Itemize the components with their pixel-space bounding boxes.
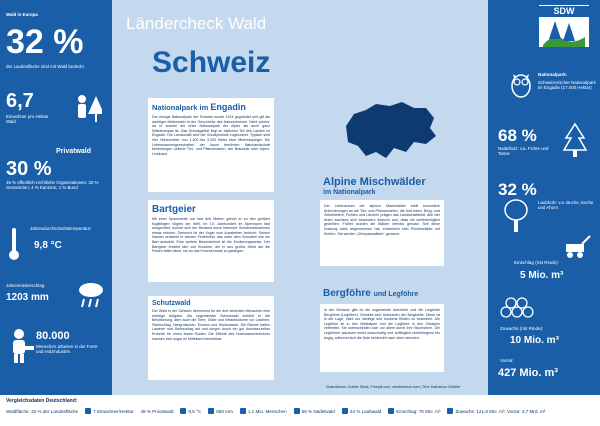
zuwachs-value: 10 Mio. m³ [510, 335, 559, 346]
engadin-text: Der einzige Nationalpark der Schweiz wurde 1914 gegründet und gilt als wichtiger Meilenstein in der Geschichte des Naturschutzes. Nicht zuletzt, da er sowohl der erste Nationalpark der Alpen als auch ganz Mitteleuropas ist. Das Schutzgebiet liegt im östlichen Teil des Landes im Engadin. Die Landschaft wird der Subalpinstufe zugeordnet. Typisch sind hier Höhenmeter von 1.400 bis 3.200 Meter über Meeresspiegel. Die Lebensraumeigenschaften der kaum berührten Naturlandschaft beherbergen seltene Tier- und Pflanzenarten, wie Braunbär oder Alpen-Leinkraut. [152, 115, 270, 156]
left-stats-column [0, 0, 112, 395]
harvester-icon [388, 408, 394, 414]
menschen-value: 80.000 [36, 330, 70, 342]
footer-item [85, 408, 133, 414]
bergfoehre-card [320, 304, 444, 372]
right-stats-column [488, 0, 600, 395]
owl-icon [510, 70, 532, 98]
laubholz-percent: 32 % [498, 180, 537, 199]
log-pile-icon [498, 292, 538, 320]
footer-item-text: 1,1 Mio. Menschen [247, 408, 287, 414]
rain-cloud-icon [76, 280, 106, 310]
person-tree-icon [74, 92, 102, 126]
privatwald-desc: 35 % öffentlich-rechtliche Organisationen; 30 % Gemeinden; 4 % Kantone; 1 % Bund [6, 180, 99, 191]
np-label: Nationalpark: [538, 72, 568, 77]
nadelholz-percent: 68 % [498, 126, 537, 145]
niederschlag-value: 1203 mm [6, 292, 49, 303]
privatwald-label: Privatwald [56, 148, 92, 155]
log-pile-icon [447, 408, 453, 414]
bergfoehre-title [323, 288, 418, 299]
footer-item [180, 408, 201, 414]
forest-worker-icon [240, 408, 246, 414]
schutzwald-text: Der Wald in der Schweiz übernimmt für die dort lebenden Menschen eine wichtige Aufgabe. Als sogenannter Schutzwald schützt er die Bevölkerung, aber auch die Tiere, Güter und Infrastrukturen vor Lawinen, Steinschlag, Hangrutschen, Erosion und Hochwasser. Die Bäume halten Lawinen und Steinschlag auf und sorgen durch ein gut durchwurzeltes Erdreich für einen festen Boden. Die Effekte des Hochwasserschutzes machen sich sogar im Mittelland bemerkbar. [152, 309, 270, 341]
sdw-logo [538, 4, 590, 48]
mischwald-text: Der Lebensraum der alpinen Mischwälder stellt besondere Anforderungen an die Tier- und Pflanzenarten, die dort leben. Berg- und Zirbelkiefern, Fichten und Lärchen prägen das Landschaftsbild. Alle vier Arten wachsen sich besonders dadurch aus, dass sie weitestmöglich gedeihen. Früher wurden die Wälder intensiv genutzt. Seit diese Nutzung stark abgenommen hat, entwickeln sich Pionierwälder mit Kiefern. Sie werden „Ofenpasswälder“ genannt. [324, 204, 440, 236]
person-icon [85, 408, 91, 414]
footer-item [240, 408, 287, 414]
image-credits: Illustrationen: Adobe Stock, Freepik.com, shutterstock.com | Text: Katharina Schlüter [326, 385, 461, 389]
mischwald-title-b: im Nationalpark [323, 189, 376, 196]
footer-item-text: 56 % Nadelwald [301, 408, 335, 414]
einschlag-value: 5 Mio. m³ [520, 270, 564, 281]
forest-worker-icon [4, 328, 34, 364]
vorrat-label: Vorrat: [500, 358, 514, 363]
einwohner-value: 6,7 [6, 90, 34, 112]
menschen-desc: Menschen arbeiten in der Forst- und Holzindustrie. [36, 344, 99, 355]
temp-value: 9,8 °C [34, 240, 62, 251]
thermometer-icon [8, 226, 20, 262]
wald-europa-label: Wald in Europa [6, 12, 38, 17]
engadin-card [148, 98, 274, 192]
tree-logo-icon [543, 19, 585, 47]
footer-title: Vergleichsdaten Deutschland: [6, 398, 78, 404]
schutzwald-title: Schutzwald [152, 300, 191, 307]
rain-cloud-icon [208, 408, 214, 414]
bergfoehre-title-b: und Legföhre [373, 291, 419, 298]
footer-item-text: 48 % Privatwald [140, 408, 174, 414]
footer-items [6, 408, 596, 414]
engadin-title [152, 102, 270, 112]
zuwachs-label: Zuwachs (mit Rinde): [500, 326, 544, 331]
np-desc: Schweizerischer Nationalpark im Engadin (17.000 Hektar) [538, 80, 596, 91]
bartgeier-title: Bartgeier [152, 204, 196, 215]
conifer-tree-icon [562, 122, 588, 160]
deciduous-tree-icon [502, 198, 530, 234]
engadin-title-b: Engadin [210, 102, 246, 112]
footer-item [140, 409, 173, 414]
sdw-logo-text: SDW [539, 6, 589, 17]
laubholz-desc: Laubholz: v.a. Buche, Esche und Ahorn [538, 200, 594, 211]
bergfoehre-title-a: Bergföhre [323, 288, 374, 299]
wald-desc: der Landesfläche sind mit Wald bedeckt [6, 64, 84, 69]
temp-label: Jahresdurchschnittstemperatur: [30, 226, 92, 231]
schutzwald-card [148, 296, 274, 380]
engadin-title-a: Nationalpark im [152, 103, 211, 112]
conifer-tree-icon [294, 408, 300, 414]
footer-item [294, 408, 335, 414]
privatwald-percent: 30 % [6, 158, 52, 180]
bartgeier-card [148, 200, 274, 282]
footer-item-text: Waldfläche: 32 % der Landesfläche [6, 408, 79, 414]
bartgeier-text: Mit einer Spannweite von fast drei Metern gehört er zu den größten flugfähigen Vögeln der Welt. Im 19. Jahrhundert im Alpenraum fast ausgerottet, konnte sich der Bestand durch intensive Schutzmaßnahmen etwas erholen. Dennoch ist der Vogel vom Aussterben bedroht. Seinen Namen verdankt er seinem Federkleid, das unter dem Schnabel wie ein Bart aussieht. Eine weitere Besonderheit ist die Ernährungsweise. Der Bartgeier ernährt sich von Knochen, die er aus großer Höhe auf die Felsen fallen lässt, um an das Knochenmark zu gelangen. [152, 217, 270, 254]
thermometer-icon [180, 408, 186, 414]
footer-item-text: Einschlag: 76 Mio. m³ [396, 408, 441, 414]
footer-item-text: 8,5 °C [188, 408, 202, 414]
einwohner-desc: Einwohner pro Hektar Wald [6, 114, 49, 125]
footer-item [342, 408, 381, 414]
niederschlag-label: Jahresniederschlag: [6, 283, 46, 288]
page-title: Schweiz [152, 46, 271, 79]
einschlag-label: Einschlag (mit Rinde): [514, 260, 559, 265]
page-subtitle: Ländercheck Wald [126, 14, 267, 33]
footer-item-text: 850 mm [216, 408, 233, 414]
footer-item-text: 44 % Laubwald [349, 408, 382, 414]
footer-item-text: 7 Einwohner/Hektar [93, 408, 134, 414]
vorrat-value: 427 Mio. m³ [498, 367, 558, 379]
footer-item-text: Zuwachs: 121,6 Mio. m³; Vorrat: 3,7 Mrd. m³ [455, 408, 546, 414]
switzerland-map [340, 96, 440, 166]
footer-item [208, 408, 233, 414]
bergfoehre-text: In der Schweiz gibt es die sogenannte Aufrechte und die Liegende Bergföhre (Legföhre). Gemeint sind Unterarten der Bergkiefer. Diese ist in der Lage, nicht nur niedrige und trockene Böden zu besiedeln. Die Legföhre ist in den Westalpen und die Legföhre in den Ostalpen verbreitet. Sie unterscheiden sich vor allem durch ihre Wuchsform. Die Legföhren wachsen meist strauchartig und anfänglich niederliegend bis bogig, während sich die Äste senkrecht nach oben strecken. [324, 308, 440, 340]
harvester-icon [562, 234, 592, 260]
footer-item [388, 408, 440, 414]
mischwald-card [320, 200, 444, 266]
footer-item [447, 408, 545, 414]
comparison-footer [0, 395, 600, 426]
wald-percent: 32 % [6, 23, 84, 61]
footer-item [6, 409, 78, 414]
nadelholz-desc: Nadelholz: v.a. Fichte und Tanne [498, 146, 549, 157]
deciduous-tree-icon [342, 408, 348, 414]
mischwald-title-a: Alpine Mischwälder [323, 176, 426, 188]
